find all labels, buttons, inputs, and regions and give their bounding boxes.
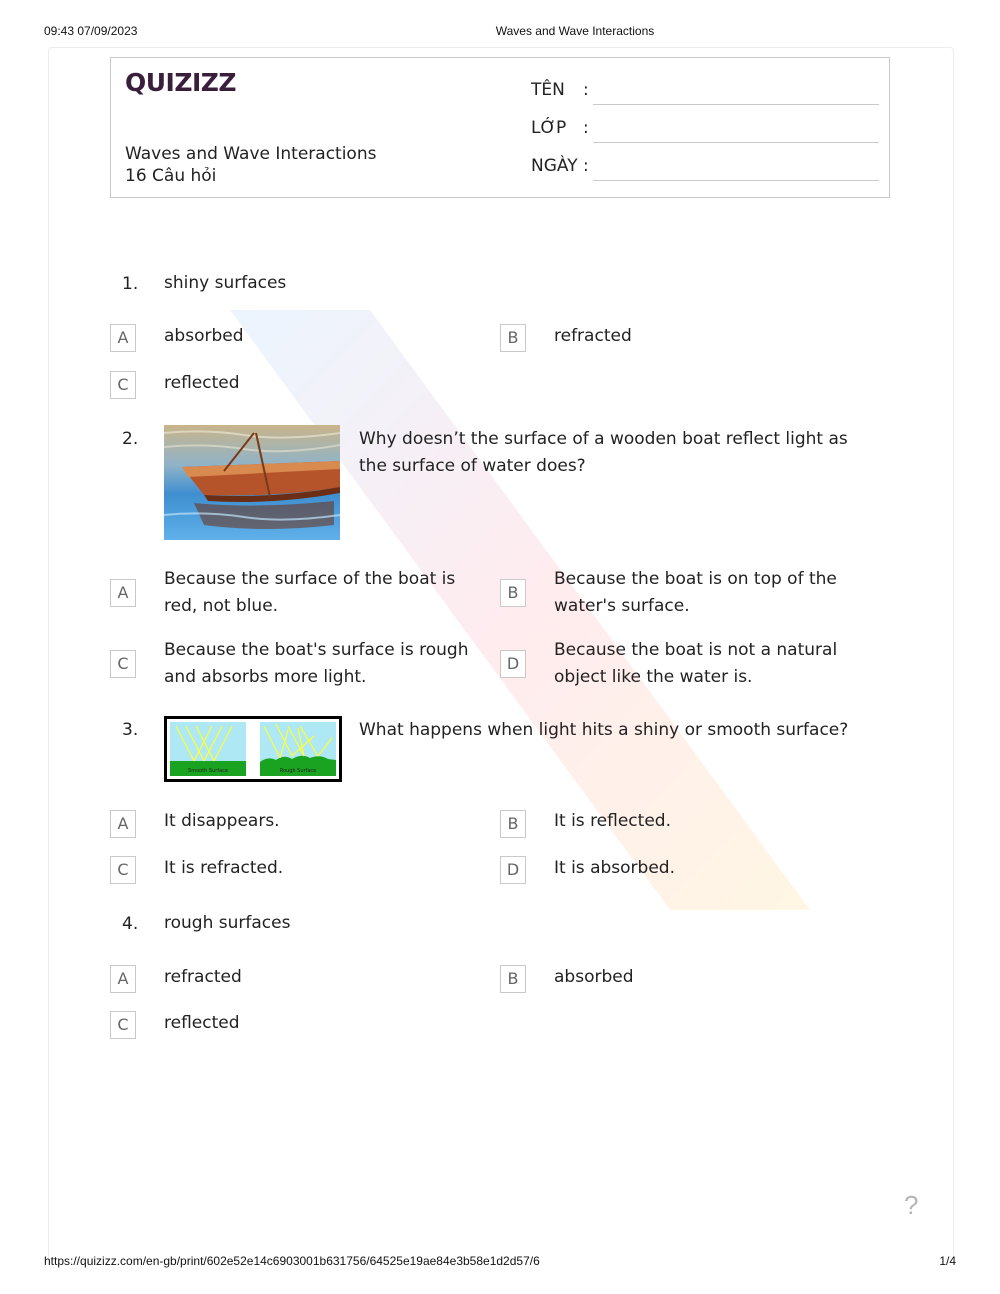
option-text: It is absorbed. xyxy=(554,858,675,878)
name-input-line[interactable] xyxy=(593,104,879,105)
question-text: Why doesn’t the surface of a wooden boat reflect light as the surface of water does? xyxy=(359,429,848,476)
option-letter-b[interactable]: B xyxy=(500,579,526,607)
option-text: refracted xyxy=(554,326,632,346)
option-letter-c[interactable]: C xyxy=(110,371,136,399)
class-colon: : xyxy=(583,118,589,138)
question-mark-icon[interactable]: ? xyxy=(904,1190,919,1220)
option-text: It disappears. xyxy=(164,811,280,831)
class-field[interactable] xyxy=(531,116,879,144)
option-text: It is reflected. xyxy=(554,811,671,831)
option-letter-a[interactable]: A xyxy=(110,965,136,993)
option-text: Because the boat's surface is rough and absorbs more light. xyxy=(164,640,469,687)
question-text: What happens when light hits a shiny or smooth surface? xyxy=(359,720,849,740)
option-text: Because the surface of the boat is red, not blue. xyxy=(164,569,456,616)
option-letter-d[interactable]: D xyxy=(500,856,526,884)
question-text: shiny surfaces xyxy=(164,273,287,293)
option-text: Because the boat is on top of the water's surface. xyxy=(554,569,837,616)
question-number: 1. xyxy=(122,274,139,294)
option-text: Because the boat is not a natural object like the water is. xyxy=(554,640,838,687)
option-letter-d[interactable]: D xyxy=(500,650,526,678)
quiz-title: Waves and Wave Interactions xyxy=(125,144,377,164)
question-number: 2. xyxy=(122,429,139,449)
option-text: absorbed xyxy=(164,326,244,346)
question-number: 3. xyxy=(122,720,139,740)
question-count: 16 Câu hỏi xyxy=(125,166,217,186)
option-letter-c[interactable]: C xyxy=(110,650,136,678)
question-text: rough surfaces xyxy=(164,913,291,933)
option-text: It is refracted. xyxy=(164,858,284,878)
option-letter-a[interactable]: A xyxy=(110,324,136,352)
option-text: reflected xyxy=(164,373,240,393)
class-label: LỚP xyxy=(531,118,567,138)
option-text: absorbed xyxy=(554,967,634,987)
quizizz-logo: QUIZIZZ xyxy=(125,68,237,97)
worksheet-header xyxy=(110,57,890,198)
wooden-boat-image xyxy=(164,425,340,540)
option-letter-b[interactable]: B xyxy=(500,324,526,352)
question-number: 4. xyxy=(122,914,139,934)
smooth-rough-surface-diagram xyxy=(164,716,342,782)
name-field[interactable] xyxy=(531,78,879,106)
svg-text:Rough Surface: Rough Surface xyxy=(279,768,317,774)
print-title: Waves and Wave Interactions xyxy=(495,24,655,38)
print-url: https://quizizz.com/en-gb/print/602e52e14c6903001b631756/64525e19ae84e3b58e1d2d57/6 xyxy=(44,1254,540,1268)
class-input-line[interactable] xyxy=(593,142,879,143)
option-letter-a[interactable]: A xyxy=(110,810,136,838)
date-colon: : xyxy=(583,156,589,176)
option-text: reflected xyxy=(164,1013,240,1033)
option-letter-c[interactable]: C xyxy=(110,1011,136,1039)
svg-text:Smooth Surface: Smooth Surface xyxy=(188,768,228,774)
option-letter-b[interactable]: B xyxy=(500,810,526,838)
date-label: NGÀY xyxy=(531,156,578,176)
name-colon: : xyxy=(583,80,589,100)
name-label: TÊN xyxy=(531,80,565,100)
option-letter-c[interactable]: C xyxy=(110,856,136,884)
option-letter-b[interactable]: B xyxy=(500,965,526,993)
page-number: 1/4 xyxy=(939,1254,956,1268)
date-field[interactable] xyxy=(531,154,879,182)
option-letter-a[interactable]: A xyxy=(110,579,136,607)
option-text: refracted xyxy=(164,967,242,987)
print-datetime: 09:43 07/09/2023 xyxy=(44,24,138,38)
date-input-line[interactable] xyxy=(593,180,879,181)
